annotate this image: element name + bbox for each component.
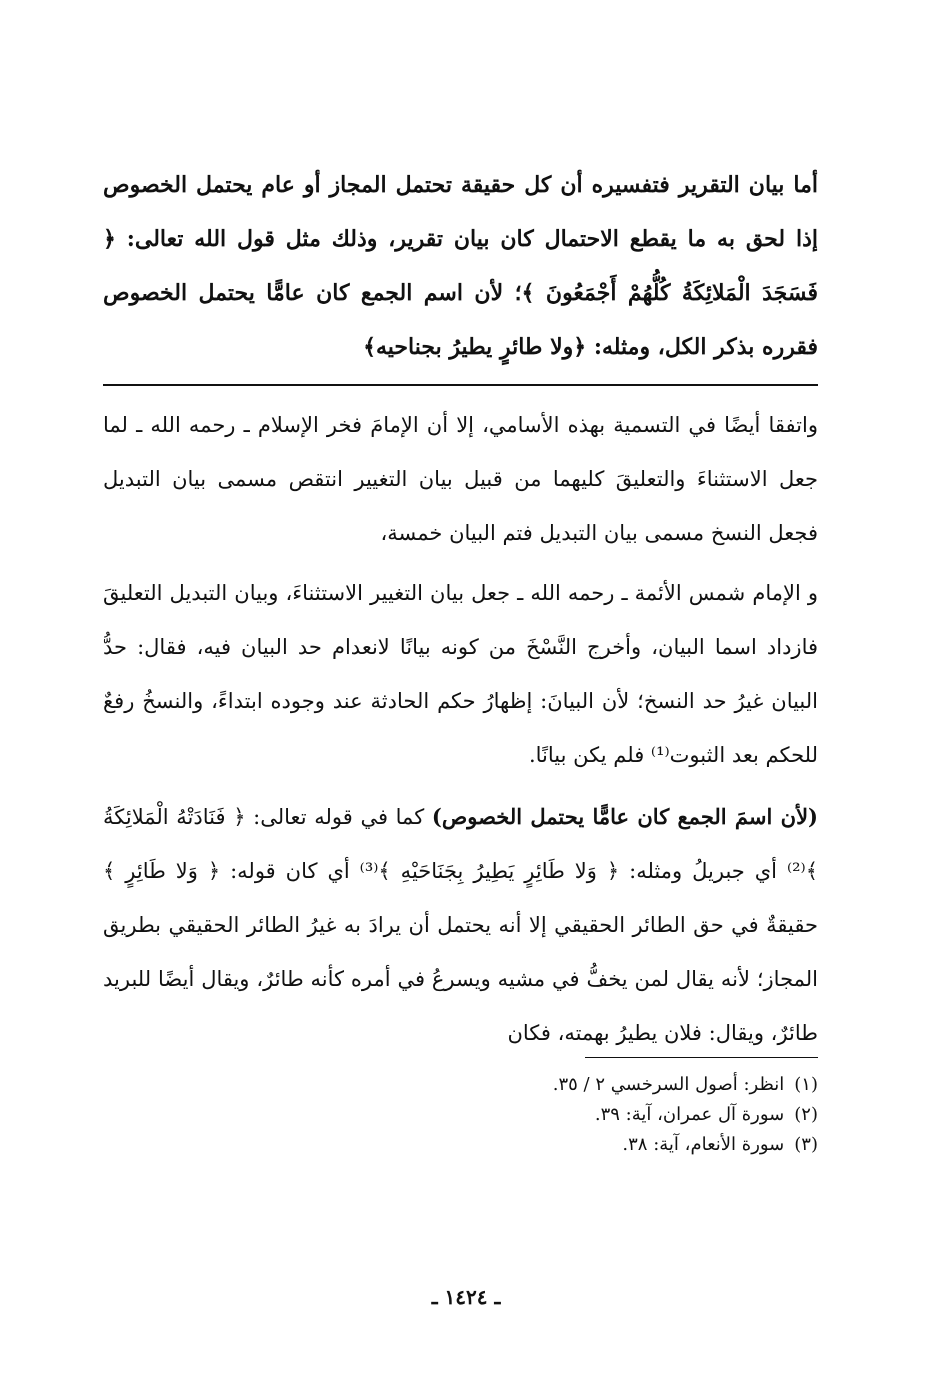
sharh-paragraph-3-text	[103, 790, 818, 1060]
sharh-paragraph-3-body: كما في قوله تعالى: ﴿ فَنَادَتْهُ الْمَلائِكَةُ ﴾⁽²⁾ أي جبريلُ ومثله: ﴿ وَلا طَائِرٍ يَطِيرُ بِجَنَاحَيْهِ ﴾⁽³⁾ أي كان قوله: ﴿ وَلا طَائِرٍ ﴾ حقيقةٌ في حق الطائر الحقيقي إلا أنه يحتمل أن يرادَ به غيرُ الطائر الحقيقي بطريق المجاز؛ لأنه يقال لمن يخفُّ في مشيه ويسرعُ في أمره كأنه طائرٌ، ويقال أيضًا للبريد طائرٌ، ويقال: فلان يطيرُ بهمته، فكان	[103, 805, 818, 1045]
footnote-number: (٣)	[794, 1134, 818, 1155]
sharh-paragraph-1-text: واتفقا أيضًا في التسمية بهذه الأسامي، إلا أن الإمامَ فخر الإسلام ـ رحمه الله ـ لما جعل الاستثناءَ والتعليقَ كليهما من قبيل بيان التغيير انتقص مسمى بيان التبديل فجعل النسخ مسمى بيان التبديل فتم البيان خمسة،	[103, 413, 818, 545]
footnote-separator-line	[585, 1057, 818, 1058]
matn-text-block	[103, 158, 818, 374]
footnote-number: (٢)	[794, 1104, 818, 1125]
footnote-item	[400, 1100, 818, 1130]
quoted-matn-lead: (لأن اسمَ الجمع كان عامًّا يحتمل الخصوص)	[431, 804, 818, 829]
footnote-number: (١)	[794, 1074, 818, 1095]
sharh-paragraph-1	[103, 398, 818, 560]
sharh-paragraph-2	[103, 566, 818, 782]
footnote-item	[400, 1130, 818, 1160]
footnote-text: سورة آل عمران، آية: ٣٩.	[594, 1104, 785, 1125]
footnote-text: سورة الأنعام، آية: ٣٨.	[622, 1134, 785, 1155]
matn-paragraph: أما بيان التقرير فتفسيره أن كل حقيقة تحتمل المجاز أو عام يحتمل الخصوص إذا لحق به ما يقطع الاحتمال كان بيان تقرير، وذلك مثل قول الله تعالى: ﴿ فَسَجَدَ الْمَلائِكَةُ كُلُّهُمْ أَجْمَعُونَ ﴾؛ لأن اسم الجمع كان عامًّا يحتمل الخصوص فقرره بذكر الكل، ومثله: ﴿ولا طائرٍ يطيرُ بجناحيه﴾	[103, 172, 818, 360]
matn-separator-line	[103, 384, 818, 386]
footnotes	[400, 1070, 818, 1160]
sharh-paragraph-2-text: و الإمام شمس الأئمة ـ رحمه الله ـ جعل بيان التغيير الاستثناءَ، وبيان التبديل التعليقَ فازداد اسما البيان، وأخرج النَّسْخَ من كونه بيانًا لانعدام حد البيان فيه، فقال: حدُّ البيان غيرُ حد النسخ؛ لأن البيانَ: إظهارُ حكم الحادثة عند وجوده ابتداءً، والنسخُ رفعٌ للحكم بعد الثبوت⁽¹⁾ فلم يكن بيانًا.	[103, 581, 818, 767]
sharh-paragraph-3	[103, 790, 818, 1060]
footnote-item	[400, 1070, 818, 1100]
page-number: ـ ١٤٢٤ ـ	[431, 1285, 501, 1309]
footnote-text: انظر: أصول السرخسي ٢ / ٣٥.	[552, 1074, 785, 1095]
